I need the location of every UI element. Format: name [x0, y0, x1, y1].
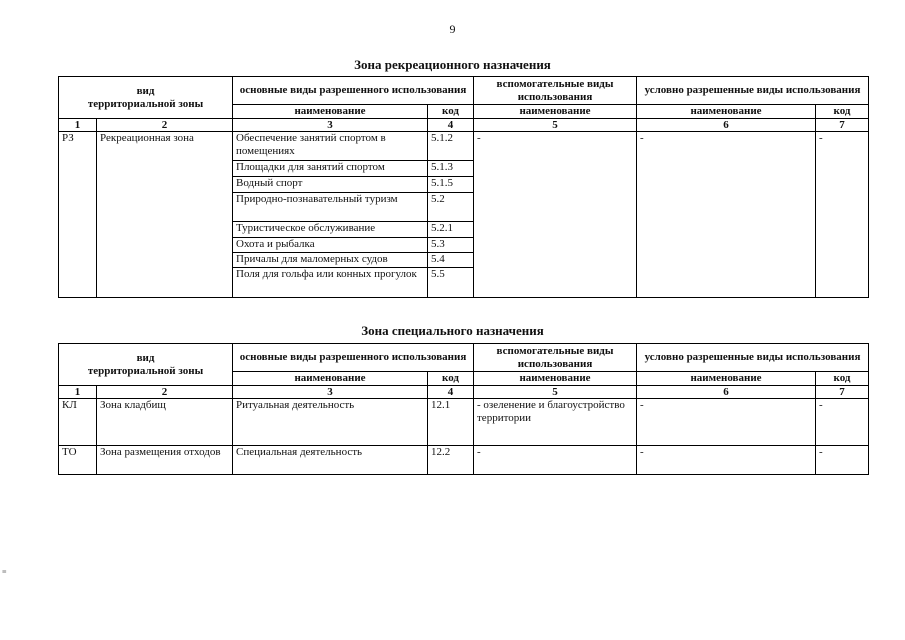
cond-use-name: -	[637, 446, 816, 475]
col-number: 5	[474, 119, 637, 132]
col-number: 3	[233, 119, 428, 132]
col-number: 4	[428, 119, 474, 132]
header-name: наименование	[637, 372, 816, 386]
header-code: код	[428, 105, 474, 119]
use-name: Площадки для занятий спортом	[233, 161, 428, 177]
col-number: 2	[97, 386, 233, 399]
use-name: Туристическое обслуживание	[233, 222, 428, 238]
header-code: код	[816, 105, 869, 119]
header-cond-uses: условно разрешенные виды использования	[637, 77, 869, 105]
cond-use-code: -	[816, 399, 869, 446]
zone-name: Рекреационная зона	[97, 132, 233, 298]
header-zone-type: вид территориальной зоны	[59, 77, 233, 119]
use-code: 5.1.3	[428, 161, 474, 177]
section-title-special: Зона специального назначения	[361, 323, 544, 338]
aux-use: -	[474, 446, 637, 475]
use-code: 12.1	[428, 399, 474, 446]
header-name: наименование	[474, 105, 637, 119]
col-number: 7	[816, 386, 869, 399]
use-name: Водный спорт	[233, 177, 428, 193]
col-number: 6	[637, 386, 816, 399]
use-name: Обеспечение занятий спортом в помещениях	[233, 132, 428, 161]
cond-use-name: -	[637, 132, 816, 298]
use-code: 5.2	[428, 193, 474, 222]
header-aux-uses: вспомогательные виды использования	[474, 77, 637, 105]
header-name: наименование	[637, 105, 816, 119]
header-name: наименование	[233, 372, 428, 386]
col-number: 4	[428, 386, 474, 399]
col-number: 6	[637, 119, 816, 132]
cond-use-name: -	[637, 399, 816, 446]
col-number: 2	[97, 119, 233, 132]
use-name: Причалы для маломерных судов	[233, 253, 428, 268]
use-code: 5.5	[428, 268, 474, 298]
header-name: наименование	[233, 105, 428, 119]
use-code: 5.3	[428, 238, 474, 253]
use-code: 5.1.5	[428, 177, 474, 193]
header-main-uses: основные виды разрешенного использования	[233, 344, 474, 372]
zone-code: ТО	[59, 446, 97, 475]
page-number: 9	[449, 22, 456, 36]
section-title-recreation: Зона рекреационного назначения	[354, 57, 551, 72]
zone-code: РЗ	[59, 132, 97, 298]
col-number: 1	[59, 119, 97, 132]
use-code: 5.1.2	[428, 132, 474, 161]
zone-code: КЛ	[59, 399, 97, 446]
header-zone-type: вид территориальной зоны	[59, 344, 233, 386]
aux-use: -	[474, 132, 637, 298]
col-number: 7	[816, 119, 869, 132]
use-code: 12.2	[428, 446, 474, 475]
special-zone-table	[58, 343, 869, 475]
header-code: код	[816, 372, 869, 386]
cond-use-code: -	[816, 446, 869, 475]
use-name: Охота и рыбалка	[233, 238, 428, 253]
col-number: 1	[59, 386, 97, 399]
col-number: 3	[233, 386, 428, 399]
zone-name: Зона кладбищ	[97, 399, 233, 446]
header-aux-uses: вспомогательные виды использования	[474, 344, 637, 372]
cond-use-code: -	[816, 132, 869, 298]
recreation-zone-table	[58, 76, 869, 298]
use-code: 5.4	[428, 253, 474, 268]
use-name: Специальная деятельность	[233, 446, 428, 475]
header-code: код	[428, 372, 474, 386]
use-code: 5.2.1	[428, 222, 474, 238]
margin-mark: ≡	[2, 567, 7, 576]
use-name: Природно-познавательный туризм	[233, 193, 428, 222]
use-name: Ритуальная деятельность	[233, 399, 428, 446]
header-name: наименование	[474, 372, 637, 386]
aux-use: - озеленение и благоустройство территории	[474, 399, 637, 446]
header-cond-uses: условно разрешенные виды использования	[637, 344, 869, 372]
zone-name: Зона размещения отходов	[97, 446, 233, 475]
header-main-uses: основные виды разрешенного использования	[233, 77, 474, 105]
col-number: 5	[474, 386, 637, 399]
use-name: Поля для гольфа или конных прогулок	[233, 268, 428, 298]
